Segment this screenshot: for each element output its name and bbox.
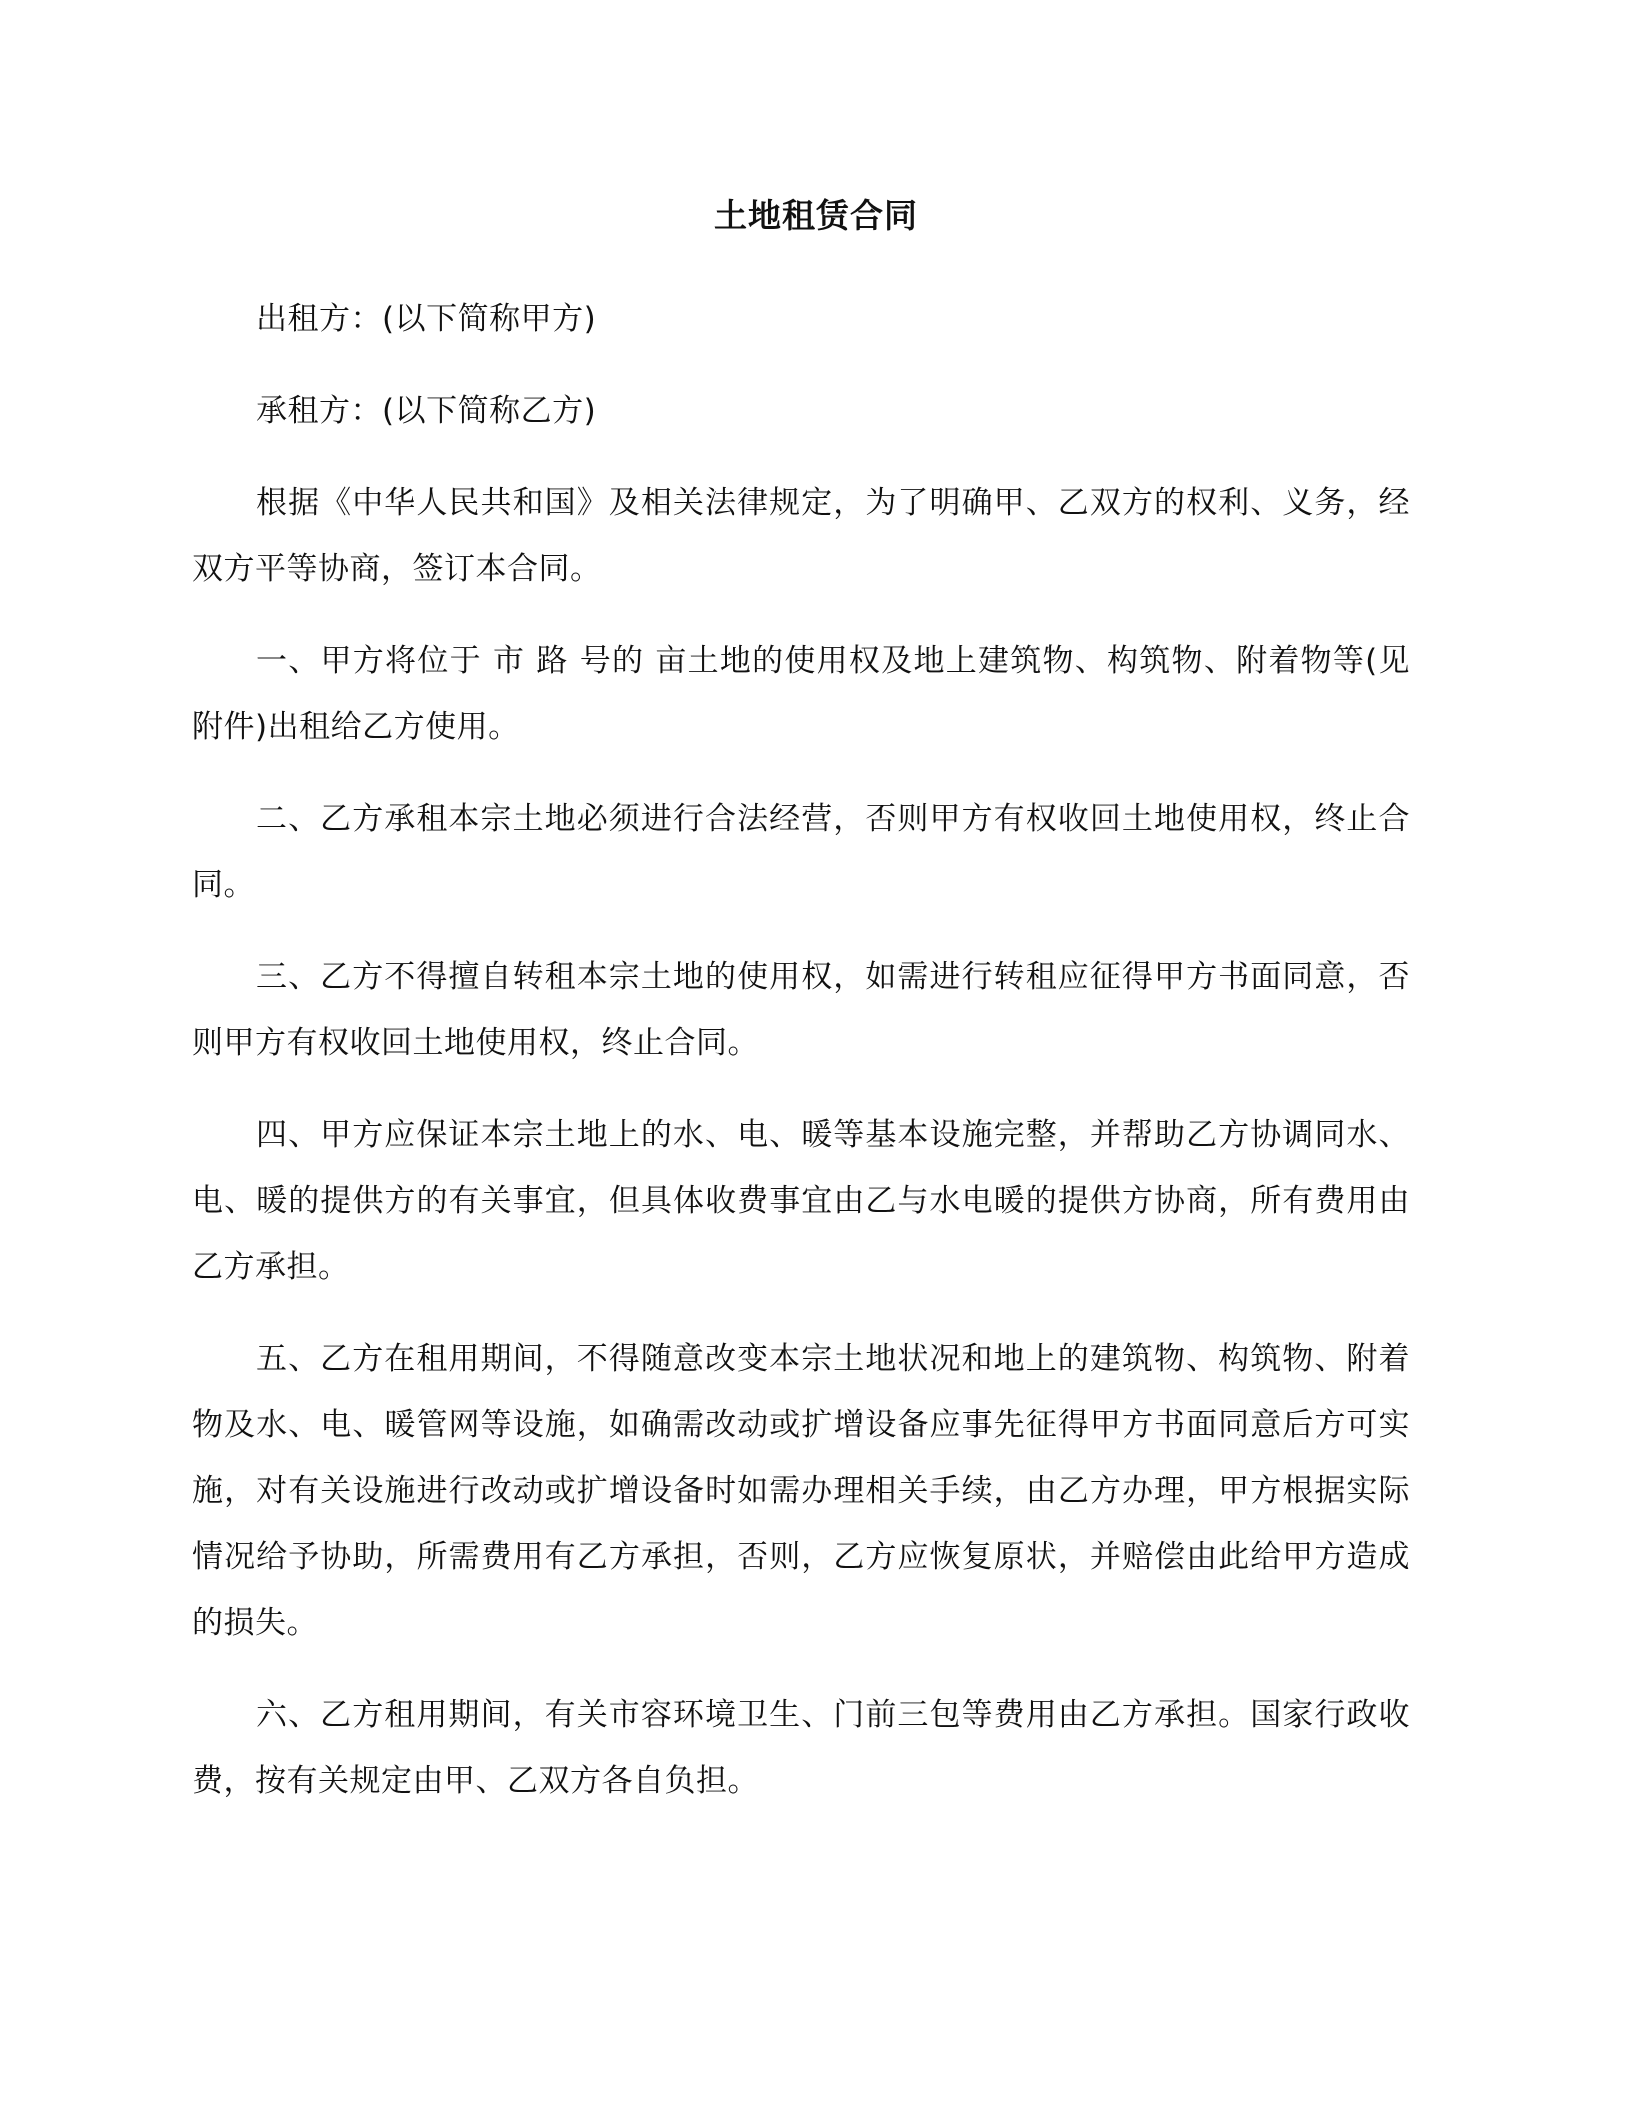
clause-3: 三、乙方不得擅自转租本宗土地的使用权，如需进行转租应征得甲方书面同意，否则甲方有权收回土地使用权，终止合同。 [192,959,1410,1061]
document-body [192,286,1410,1840]
paragraph-lessor: 出租方：(以下简称甲方) [256,301,597,337]
clause-2: 二、乙方承租本宗土地必须进行合法经营，否则甲方有权收回土地使用权，终止合同。 [192,801,1410,903]
paragraph-preamble: 根据《中华人民共和国》及相关法律规定，为了明确甲、乙双方的权利、义务，经双方平等协商，签订本合同。 [192,485,1410,587]
document-title: 土地租赁合同 [714,196,918,235]
clause-4: 四、甲方应保证本宗土地上的水、电、暖等基本设施完整，并帮助乙方协调同水、电、暖的提供方的有关事宜，但具体收费事宜由乙与水电暖的提供方协商，所有费用由乙方承担。 [192,1117,1410,1285]
clause-6: 六、乙方租用期间，有关市容环境卫生、门前三包等费用由乙方承担。国家行政收费，按有关规定由甲、乙双方各自负担。 [192,1697,1410,1799]
clause-1: 一、甲方将位于 市 路 号的 亩土地的使用权及地上建筑物、构筑物、附着物等(见附件)出租给乙方使用。 [192,643,1410,745]
clause-5: 五、乙方在租用期间，不得随意改变本宗土地状况和地上的建筑物、构筑物、附着物及水、电、暖管网等设施，如确需改动或扩增设备应事先征得甲方书面同意后方可实施，对有关设施进行改动或扩增设备时如需办理相关手续，由乙方办理，甲方根据实际情况给予协助，所需费用有乙方承担，否则，乙方应恢复原状，并赔偿由此给甲方造成的损失。 [192,1341,1410,1641]
paragraph-lessee: 承租方：(以下简称乙方) [256,393,597,429]
